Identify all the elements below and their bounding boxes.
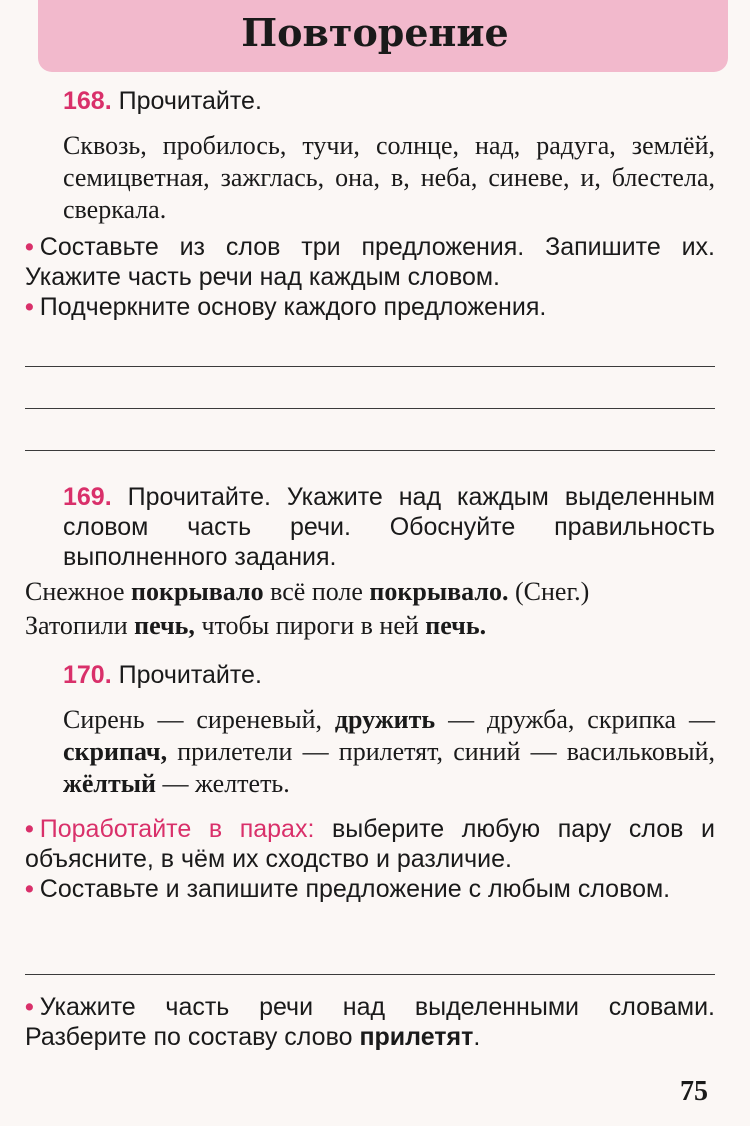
page-title: Повторение <box>241 10 509 55</box>
exercise-instruction: Прочитайте. <box>118 661 262 689</box>
highlighted-word: скрипач, <box>63 737 168 766</box>
exercise-169-sentence-2: Затопили печь, чтобы пироги в ней печь. <box>25 611 487 640</box>
bullet-icon: • <box>25 293 34 321</box>
writing-line[interactable] <box>25 366 715 367</box>
highlighted-word: печь, <box>134 611 195 640</box>
writing-line[interactable] <box>25 450 715 451</box>
task-text: Подчеркните основу каждого предложения. <box>39 293 547 321</box>
highlighted-word: жёлтый <box>63 769 157 798</box>
bullet-icon: • <box>25 993 34 1021</box>
task-text: Составьте и запишите предложение с любым словом. <box>39 875 671 903</box>
exercise-number: 168. <box>63 87 112 115</box>
bullet-icon: • <box>25 233 34 261</box>
exercise-169-sentence-1: Снежное покрывало всё поле покрывало. (Снег.) <box>25 577 590 606</box>
exercise-instruction: Прочитайте. <box>118 87 262 115</box>
highlighted-word: дружить <box>334 705 436 734</box>
exercise-instruction: Прочитайте. Укажите над каждым выделенным словом часть речи. Обоснуйте правильность выполненного задания. <box>63 483 715 571</box>
bullet-icon: • <box>25 875 34 903</box>
exercise-170-task-3: • Укажите часть речи над выделенными словами. Разберите по составу слово прилетят. <box>25 993 715 1051</box>
highlighted-word: покрывало. <box>369 577 509 606</box>
page-number: 75 <box>680 1076 708 1107</box>
source: (Снег.) <box>508 577 590 606</box>
writing-line[interactable] <box>25 408 715 409</box>
exercise-168-task-1 <box>25 232 715 292</box>
bullet-icon: • <box>25 815 34 843</box>
pair-work-label: Поработайте в парах: <box>39 815 315 843</box>
exercise-170-task-1: • Поработайте в парах: выберите любую пару слов и объясните, в чём их сходство и различие. <box>25 815 715 873</box>
writing-line[interactable] <box>25 974 715 975</box>
exercise-168-heading <box>25 86 750 116</box>
exercise-170-words: Сирень — сиреневый, дружить — дружба, скрипка — скрипач, прилетели — прилетят, синий — васильковый, жёлтый — желтеть. <box>63 705 715 798</box>
highlighted-word: прилетят <box>359 1023 474 1051</box>
exercise-168-task-2 <box>25 292 715 322</box>
task-text: Составьте из слов три предложения. Запишите их. Укажите часть речи над каждым словом. <box>25 233 715 291</box>
exercise-170-heading <box>25 660 750 690</box>
highlighted-word: покрывало <box>131 577 264 606</box>
exercise-number: 170. <box>63 661 112 689</box>
exercise-169-heading <box>25 482 715 572</box>
exercise-number: 169. <box>63 483 112 511</box>
exercise-168-words: Сквозь, пробилось, тучи, солнце, над, радуга, землёй, семицветная, зажглась, она, в, неба, синеве, и, блестела, сверкала. <box>63 131 715 224</box>
exercise-170-task-2 <box>25 874 715 904</box>
highlighted-word: печь. <box>425 611 487 640</box>
